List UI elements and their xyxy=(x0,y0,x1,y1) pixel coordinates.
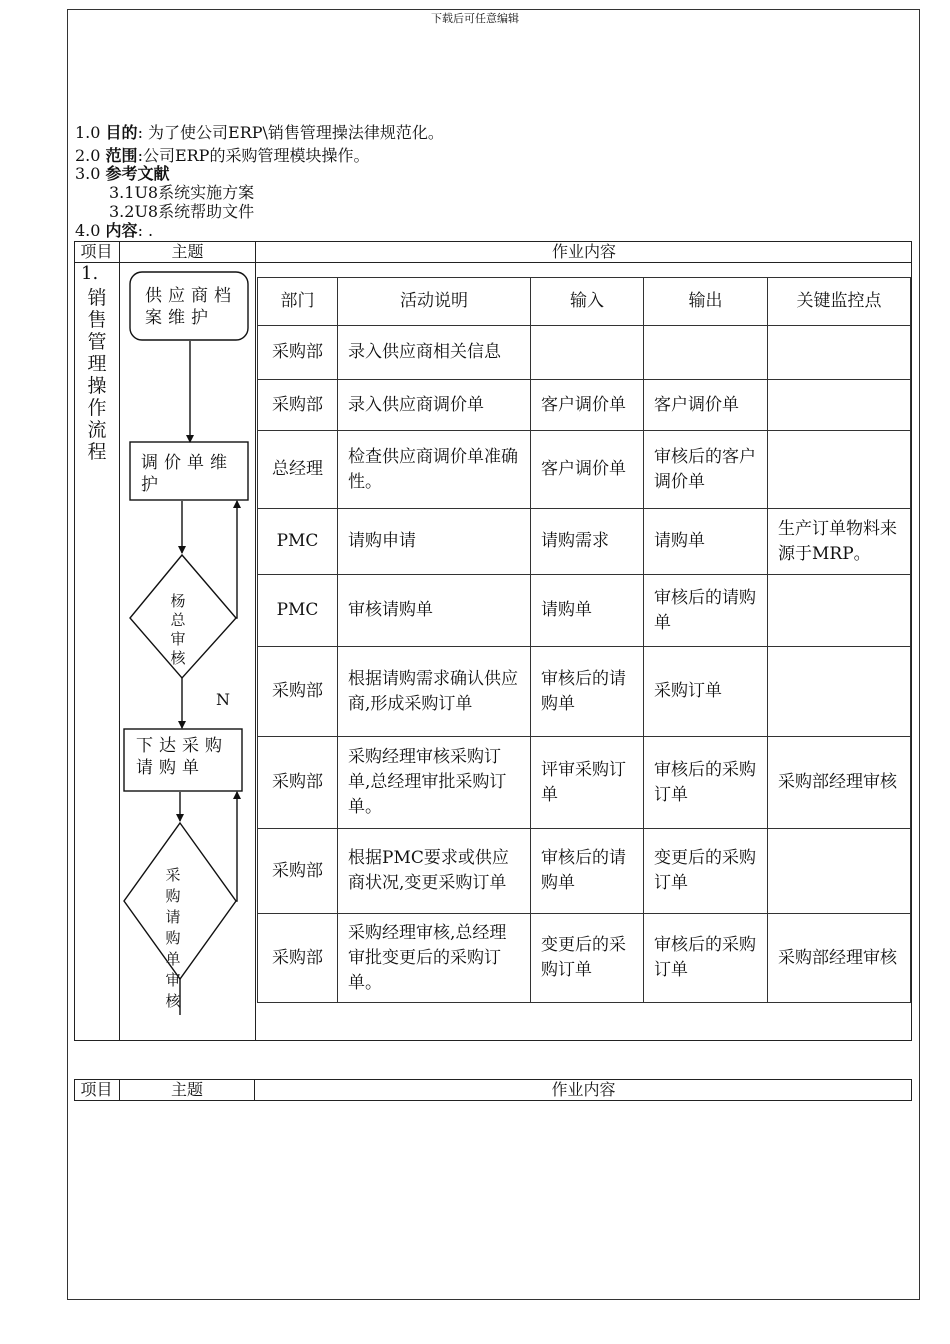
cell-dept: PMC xyxy=(258,509,338,575)
header-item: 项目 xyxy=(80,242,113,261)
cell-input: 请购需求 xyxy=(531,509,644,575)
cell-dept: 总经理 xyxy=(258,431,338,509)
scope-text: :公司ERP的采购管理模块操作。 xyxy=(137,146,370,165)
cell-activity: 采购经理审核采购订单,总经理审批采购订单。 xyxy=(338,737,531,829)
diamond2-label: 采购请购单审核 xyxy=(165,866,181,1010)
refs-number: 3.0 xyxy=(75,164,101,183)
table-row xyxy=(258,509,911,575)
cell-dept: 采购部 xyxy=(258,737,338,829)
box3-label: 下达采购请购单 xyxy=(136,736,228,778)
cell-activity: 录入供应商调价单 xyxy=(338,380,531,431)
table-row xyxy=(258,431,911,509)
table-row xyxy=(258,914,911,1003)
cell-control xyxy=(768,829,911,914)
content-number: 4.0 xyxy=(75,221,101,240)
cell-input: 请购单 xyxy=(531,575,644,647)
table-row xyxy=(258,647,911,737)
refs-label: 参考文献 xyxy=(105,164,170,183)
header-note: 下载后可任意编辑 xyxy=(431,12,519,25)
arrow-back-1 xyxy=(236,501,237,618)
second-header-item: 项目 xyxy=(80,1080,113,1099)
ref-item-2: 3.2U8系统帮助文件 xyxy=(109,202,255,221)
second-header-content: 作业内容 xyxy=(551,1080,616,1099)
scope-label: 范围 xyxy=(105,146,138,165)
diamond1-label: 杨总审核 xyxy=(170,592,186,667)
cell-control: 采购部经理审核 xyxy=(768,737,911,829)
cell-activity: 请购申请 xyxy=(338,509,531,575)
cell-output: 审核后的客户调价单 xyxy=(644,431,768,509)
cell-activity: 检查供应商调价单准确性。 xyxy=(338,431,531,509)
cell-output: 审核后的采购订单 xyxy=(644,737,768,829)
cell-control xyxy=(768,431,911,509)
cell-control: 采购部经理审核 xyxy=(768,914,911,1003)
second-header-topic: 主题 xyxy=(170,1080,203,1099)
n-label: N xyxy=(216,690,230,709)
box1-label: 供应商档案维护 xyxy=(145,286,237,328)
activity-table xyxy=(257,277,911,1003)
purpose-number: 1.0 xyxy=(75,123,101,142)
cell-output: 请购单 xyxy=(644,509,768,575)
cell-dept: 采购部 xyxy=(258,326,338,380)
cell-input: 客户调价单 xyxy=(531,431,644,509)
cell-activity: 根据请购需求确认供应商,形成采购订单 xyxy=(338,647,531,737)
table-row xyxy=(258,737,911,829)
cell-activity: 采购经理审核,总经理审批变更后的采购订单。 xyxy=(338,914,531,1003)
content-line xyxy=(75,222,153,240)
cell-output: 变更后的采购订单 xyxy=(644,829,768,914)
scope-line xyxy=(75,147,369,165)
cell-control xyxy=(768,380,911,431)
cell-control xyxy=(768,575,911,647)
cell-dept: 采购部 xyxy=(258,914,338,1003)
cell-control: 生产订单物料来源于MRP。 xyxy=(768,509,911,575)
content-label: 内容 xyxy=(105,221,138,240)
col-output: 输出 xyxy=(644,278,768,326)
col-control: 关键监控点 xyxy=(768,278,911,326)
cell-activity: 录入供应商相关信息 xyxy=(338,326,531,380)
cell-input: 变更后的采购订单 xyxy=(531,914,644,1003)
table-row xyxy=(258,829,911,914)
cell-output: 审核后的采购订单 xyxy=(644,914,768,1003)
cell-output: 客户调价单 xyxy=(644,380,768,431)
cell-input: 审核后的请购单 xyxy=(531,829,644,914)
cell-output: 审核后的请购单 xyxy=(644,575,768,647)
ref-item-1: 3.1U8系统实施方案 xyxy=(109,183,255,202)
table-row xyxy=(258,326,911,380)
cell-input xyxy=(531,326,644,380)
purpose-text: : 为了使公司ERP\销售管理操法律规范化。 xyxy=(137,123,444,142)
cell-dept: PMC xyxy=(258,575,338,647)
col-activity: 活动说明 xyxy=(338,278,531,326)
activity-header-row xyxy=(258,278,911,326)
col-input: 输入 xyxy=(531,278,644,326)
item-title: 销售管理操作流程 xyxy=(87,287,107,463)
cell-activity: 根据PMC要求或供应商状况,变更采购订单 xyxy=(338,829,531,914)
table-row xyxy=(258,575,911,647)
flowchart xyxy=(120,263,255,1040)
cell-activity: 审核请购单 xyxy=(338,575,531,647)
cell-dept: 采购部 xyxy=(258,829,338,914)
arrow-back-2 xyxy=(236,792,237,901)
cell-dept: 采购部 xyxy=(258,647,338,737)
cell-output xyxy=(644,326,768,380)
cell-dept: 采购部 xyxy=(258,380,338,431)
purpose-label: 目的 xyxy=(105,123,138,142)
cell-control xyxy=(768,647,911,737)
cell-input: 审核后的请购单 xyxy=(531,647,644,737)
item-number: 1. xyxy=(81,263,99,284)
col-dept: 部门 xyxy=(258,278,338,326)
cell-control xyxy=(768,326,911,380)
header-topic: 主题 xyxy=(171,242,204,261)
purpose-line xyxy=(75,124,444,142)
cell-input: 客户调价单 xyxy=(531,380,644,431)
cell-output: 采购订单 xyxy=(644,647,768,737)
refs-line xyxy=(75,165,170,183)
col-divider-2 xyxy=(255,241,256,1041)
content-text: : . xyxy=(137,221,154,240)
scope-number: 2.0 xyxy=(75,146,101,165)
box2-label: 调价单维护 xyxy=(141,453,233,495)
header-content: 作业内容 xyxy=(551,242,616,261)
table-row xyxy=(258,380,911,431)
cell-input: 评审采购订单 xyxy=(531,737,644,829)
